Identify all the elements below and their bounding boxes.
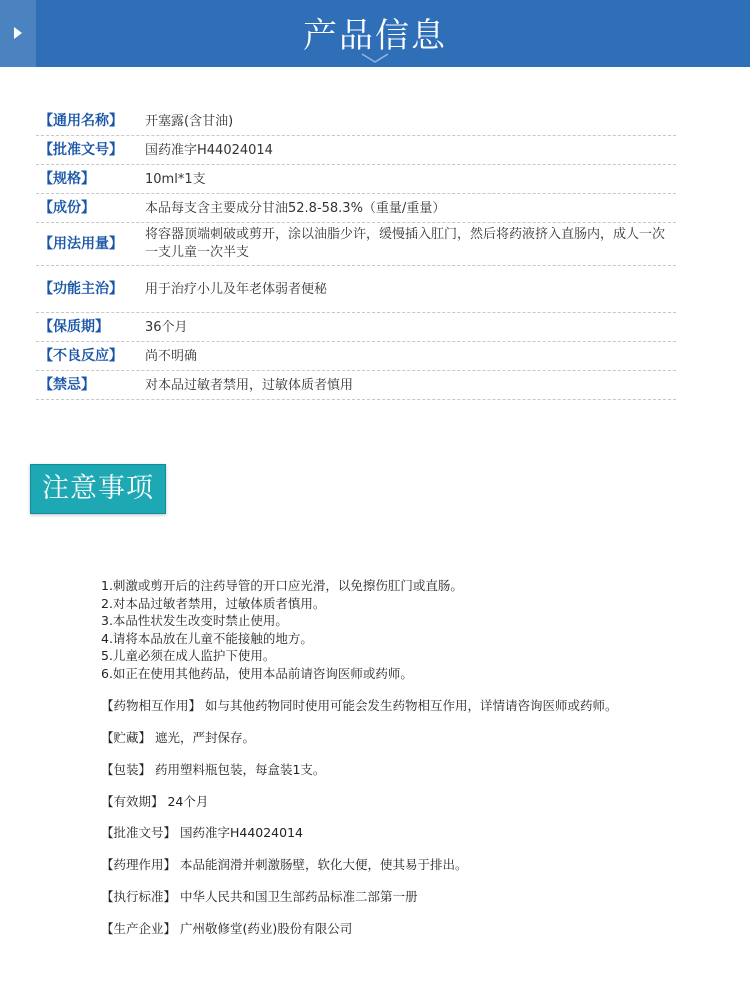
info-value: 10ml*1支: [145, 172, 206, 187]
info-row-indications: [36, 266, 676, 313]
detail-pharmacology: 【药理作用】 本品能润滑并刺激肠壁，软化大便，使其易于排出。: [101, 857, 468, 872]
detail-validity: 【有效期】 24个月: [101, 794, 209, 809]
info-row-contraindications: [36, 371, 676, 400]
chevron-down-icon: [360, 52, 390, 64]
notice-section-badge: [30, 464, 166, 514]
info-row-generic-name: [36, 107, 676, 136]
info-label: 【保质期】: [39, 319, 109, 335]
info-value: 将容器顶端刺破或剪开，涂以油脂少许，缓慢插入肛门，然后将药液挤入直肠内，成人一次一支儿童一次半支: [145, 227, 666, 260]
notice-item: 3.本品性状发生改变时禁止使用。: [101, 613, 288, 629]
info-label: 【通用名称】: [39, 113, 123, 129]
detail-packaging: 【包装】 药用塑料瓶包装，每盒装1支。: [101, 762, 326, 777]
detail-standard: 【执行标准】 中华人民共和国卫生部药品标准二部第一册: [101, 889, 418, 904]
info-row-shelf-life: [36, 313, 676, 342]
detail-approval-number: 【批准文号】 国药准字H44024014: [101, 825, 303, 840]
info-value: 用于治疗小儿及年老体弱者便秘: [145, 282, 328, 297]
detail-drug-interactions: 【药物相互作用】 如与其他药物同时使用可能会发生药物相互作用，详情请咨询医师或药师。: [101, 698, 618, 713]
notice-item: 1.刺激或剪开后的注药导管的开口应光滑，以免擦伤肛门或直肠。: [101, 578, 463, 593]
notice-list: [101, 577, 661, 683]
info-label: 【禁忌】: [39, 377, 95, 393]
info-value: 36个月: [145, 320, 188, 335]
info-label: 【成份】: [39, 200, 95, 216]
info-row-ingredients: [36, 194, 676, 223]
notice-title: 注意事项: [42, 473, 154, 504]
info-value: 尚不明确: [145, 349, 198, 364]
info-label: 【批准文号】: [39, 142, 123, 158]
detail-manufacturer: 【生产企业】 广州敬修堂(药业)股份有限公司: [101, 921, 353, 936]
info-value: 开塞露(含甘油): [145, 114, 234, 129]
info-row-specification: [36, 165, 676, 194]
notice-item: 4.请将本品放在儿童不能接触的地方。: [101, 630, 313, 646]
info-label: 【功能主治】: [39, 281, 123, 297]
product-info-table: [36, 107, 676, 400]
page-title: 产品信息: [303, 16, 447, 56]
info-label: 【不良反应】: [39, 348, 123, 364]
notice-item: 5.儿童必须在成人监护下使用。: [101, 648, 276, 664]
page-header: [0, 0, 750, 67]
info-value: 国药准字H44024014: [145, 143, 273, 158]
detail-storage: 【贮藏】 遮光，严封保存。: [101, 730, 255, 745]
notice-item: 6.如正在使用其他药品，使用本品前请咨询医师或药师。: [101, 665, 413, 681]
info-row-adverse-reactions: [36, 342, 676, 371]
info-row-dosage: [36, 223, 676, 266]
info-label: 【规格】: [39, 171, 95, 187]
info-row-approval-number: [36, 136, 676, 165]
info-value: 本品每支含主要成分甘油52.8-58.3%（重量/重量）: [145, 201, 446, 216]
info-value: 对本品过敏者禁用，过敏体质者慎用: [145, 378, 354, 393]
notice-item: 2.对本品过敏者禁用，过敏体质者慎用。: [101, 595, 326, 611]
info-label: 【用法用量】: [39, 236, 123, 252]
